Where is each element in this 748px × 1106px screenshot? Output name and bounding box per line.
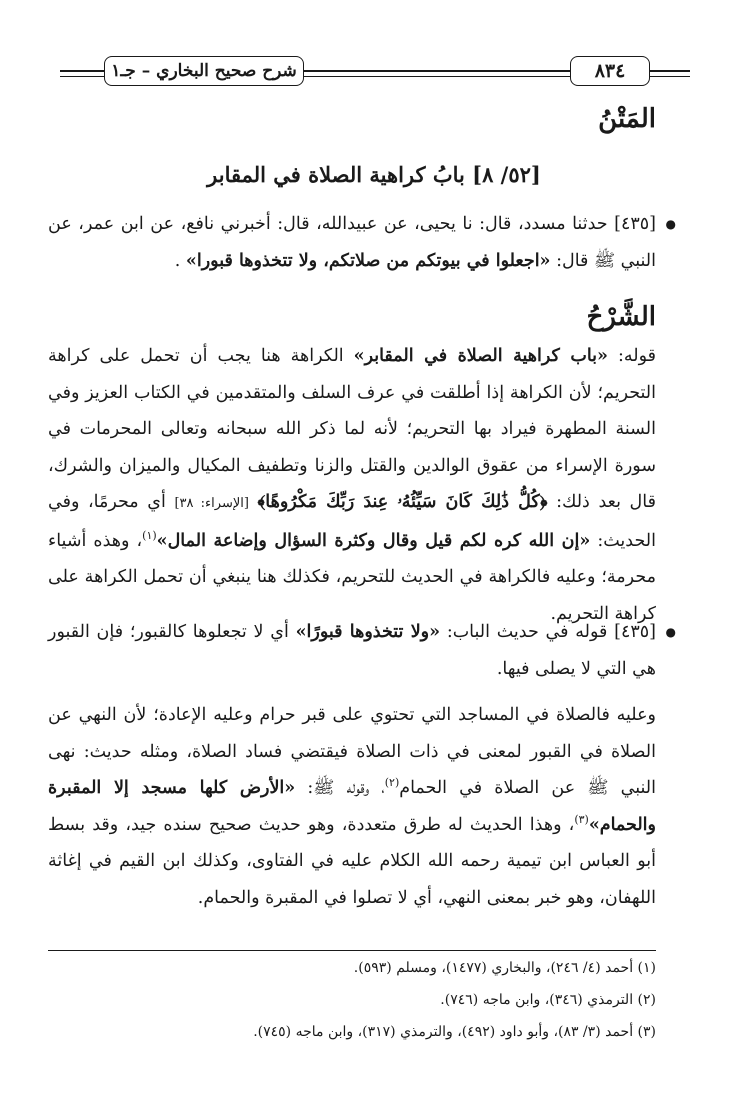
p1-end: ، وهذه أشياء محرمة؛ وعليه فالكراهة في الحديث للتحريم، فكذلك هنا ينبغي أن تحمل الكراهة على كراهة التحريم. <box>48 530 656 624</box>
hadith-number: [٤٣٥] <box>614 214 656 234</box>
commentary-paragraph-1 <box>48 338 656 632</box>
chapter-title: [٥٢/ ٨] بابُ كراهية الصلاة في المقابر <box>207 162 541 187</box>
p2-quote: «ولا تتخذوها قبورًا» <box>295 622 441 642</box>
p1-body: الكراهة هنا يجب أن تحمل على كراهة التحريم؛ لأن الكراهة إذا أطلقت في عرف السلف والمتقدمين في الكتاب العزيز وفي السنة المطهرة فيراد بها التحريم؛ لأنه لما ذكر الله سبحانه وتعالى المحرمات في سورة الإسراء من عقوق الوالدين والقتل والزنا وتطفيف المكيال والميزان والشرك، قال بعد ذلك: <box>48 346 656 512</box>
verse-reference: [الإسراء: ٣٨] <box>174 496 249 511</box>
p1-quote: «باب كراهية الصلاة في المقابر» <box>353 346 608 366</box>
commentary-paragraph-3 <box>48 697 656 916</box>
p2-body: أي لا تجعلوها كالقبور؛ فإن القبور هي التي لا يصلى فيها. <box>48 622 656 679</box>
footnote-ref-2: (٢) <box>384 776 400 790</box>
p3-quote: «الأرض كلها مسجد إلا المقبرة والحمام» <box>48 778 656 835</box>
quran-verse: ﴿كُلُّ ذَٰلِكَ كَانَ سَيِّئُهُۥ عِندَ رَبِّكَ مَكْرُوهًا﴾ <box>257 492 548 512</box>
footnote-ref-1: (١) <box>142 528 157 542</box>
footnote-1: (١) أحمد (٤/ ٢٤٦)، والبخاري (١٤٧٧)، ومسلم (٥٩٣). <box>353 960 656 976</box>
hadith-chain: حدثنا مسدد، قال: نا يحيى، عن عبيدالله، قال: أخبرني نافع، عن ابن عمر، عن النبي ﷺ قال: <box>48 214 656 271</box>
commentary-paragraph-2 <box>48 614 656 687</box>
p1-mid: أي محرمًا، وفي الحديث: <box>48 492 656 551</box>
running-title: شرح صحيح البخاري – جـ١ <box>104 56 304 86</box>
sharh-marker: الشَّرْحُ <box>586 302 656 332</box>
hadith-text <box>48 206 656 279</box>
hadith-end: . <box>174 250 181 271</box>
matn-marker: المَتْنُ <box>598 104 656 134</box>
p3-part-b: ، وقوله ﷺ: <box>307 778 385 798</box>
footnote-2: (٢) الترمذي (٣٤٦)، وابن ماجه (٧٤٦). <box>440 992 656 1008</box>
footnote-3: (٣) أحمد (٣/ ٨٣)، وأبو داود (٤٩٢)، والترمذي (٣١٧)، وابن ماجه (٧٤٥). <box>253 1024 656 1040</box>
page-number: ٨٣٤ <box>570 56 650 86</box>
p1-intro: قوله: <box>617 346 656 366</box>
p2-hadith-number: [٤٣٥] <box>614 622 656 642</box>
footnote-ref-3: (٣) <box>574 812 589 826</box>
p3-part-a: وعليه فالصلاة في المساجد التي تحتوي على قبر حرام وعليه الإعادة؛ لأن النهي عن الصلاة في القبور لمعنى في ذات الصلاة فيقتضي فساد الصلاة، ومثله حديث: نهى النبي ﷺ عن الصلاة في الحمام <box>48 705 656 798</box>
p1-hadith: «إن الله كره لكم قيل وقال وكثرة السؤال وإضاعة المال» <box>156 530 591 551</box>
p3-part-c: ، وهذا الحديث له طرق متعددة، وهو حديث صحيح سنده جيد، وقد بسط أبو العباس ابن تيمية رحمه الله الكلام عليه في الفتاوى، وكذلك ابن القيم في إغاثة اللهفان، وهو خبر بمعنى النهي، أي لا تصلوا في المقبرة والحمام. <box>48 814 656 908</box>
p2-intro: قوله في حديث الباب: <box>446 622 608 642</box>
footnote-separator <box>48 950 656 951</box>
hadith-quote: «اجعلوا في بيوتكم من صلاتكم، ولا تتخذوها قبورا» <box>185 250 551 271</box>
